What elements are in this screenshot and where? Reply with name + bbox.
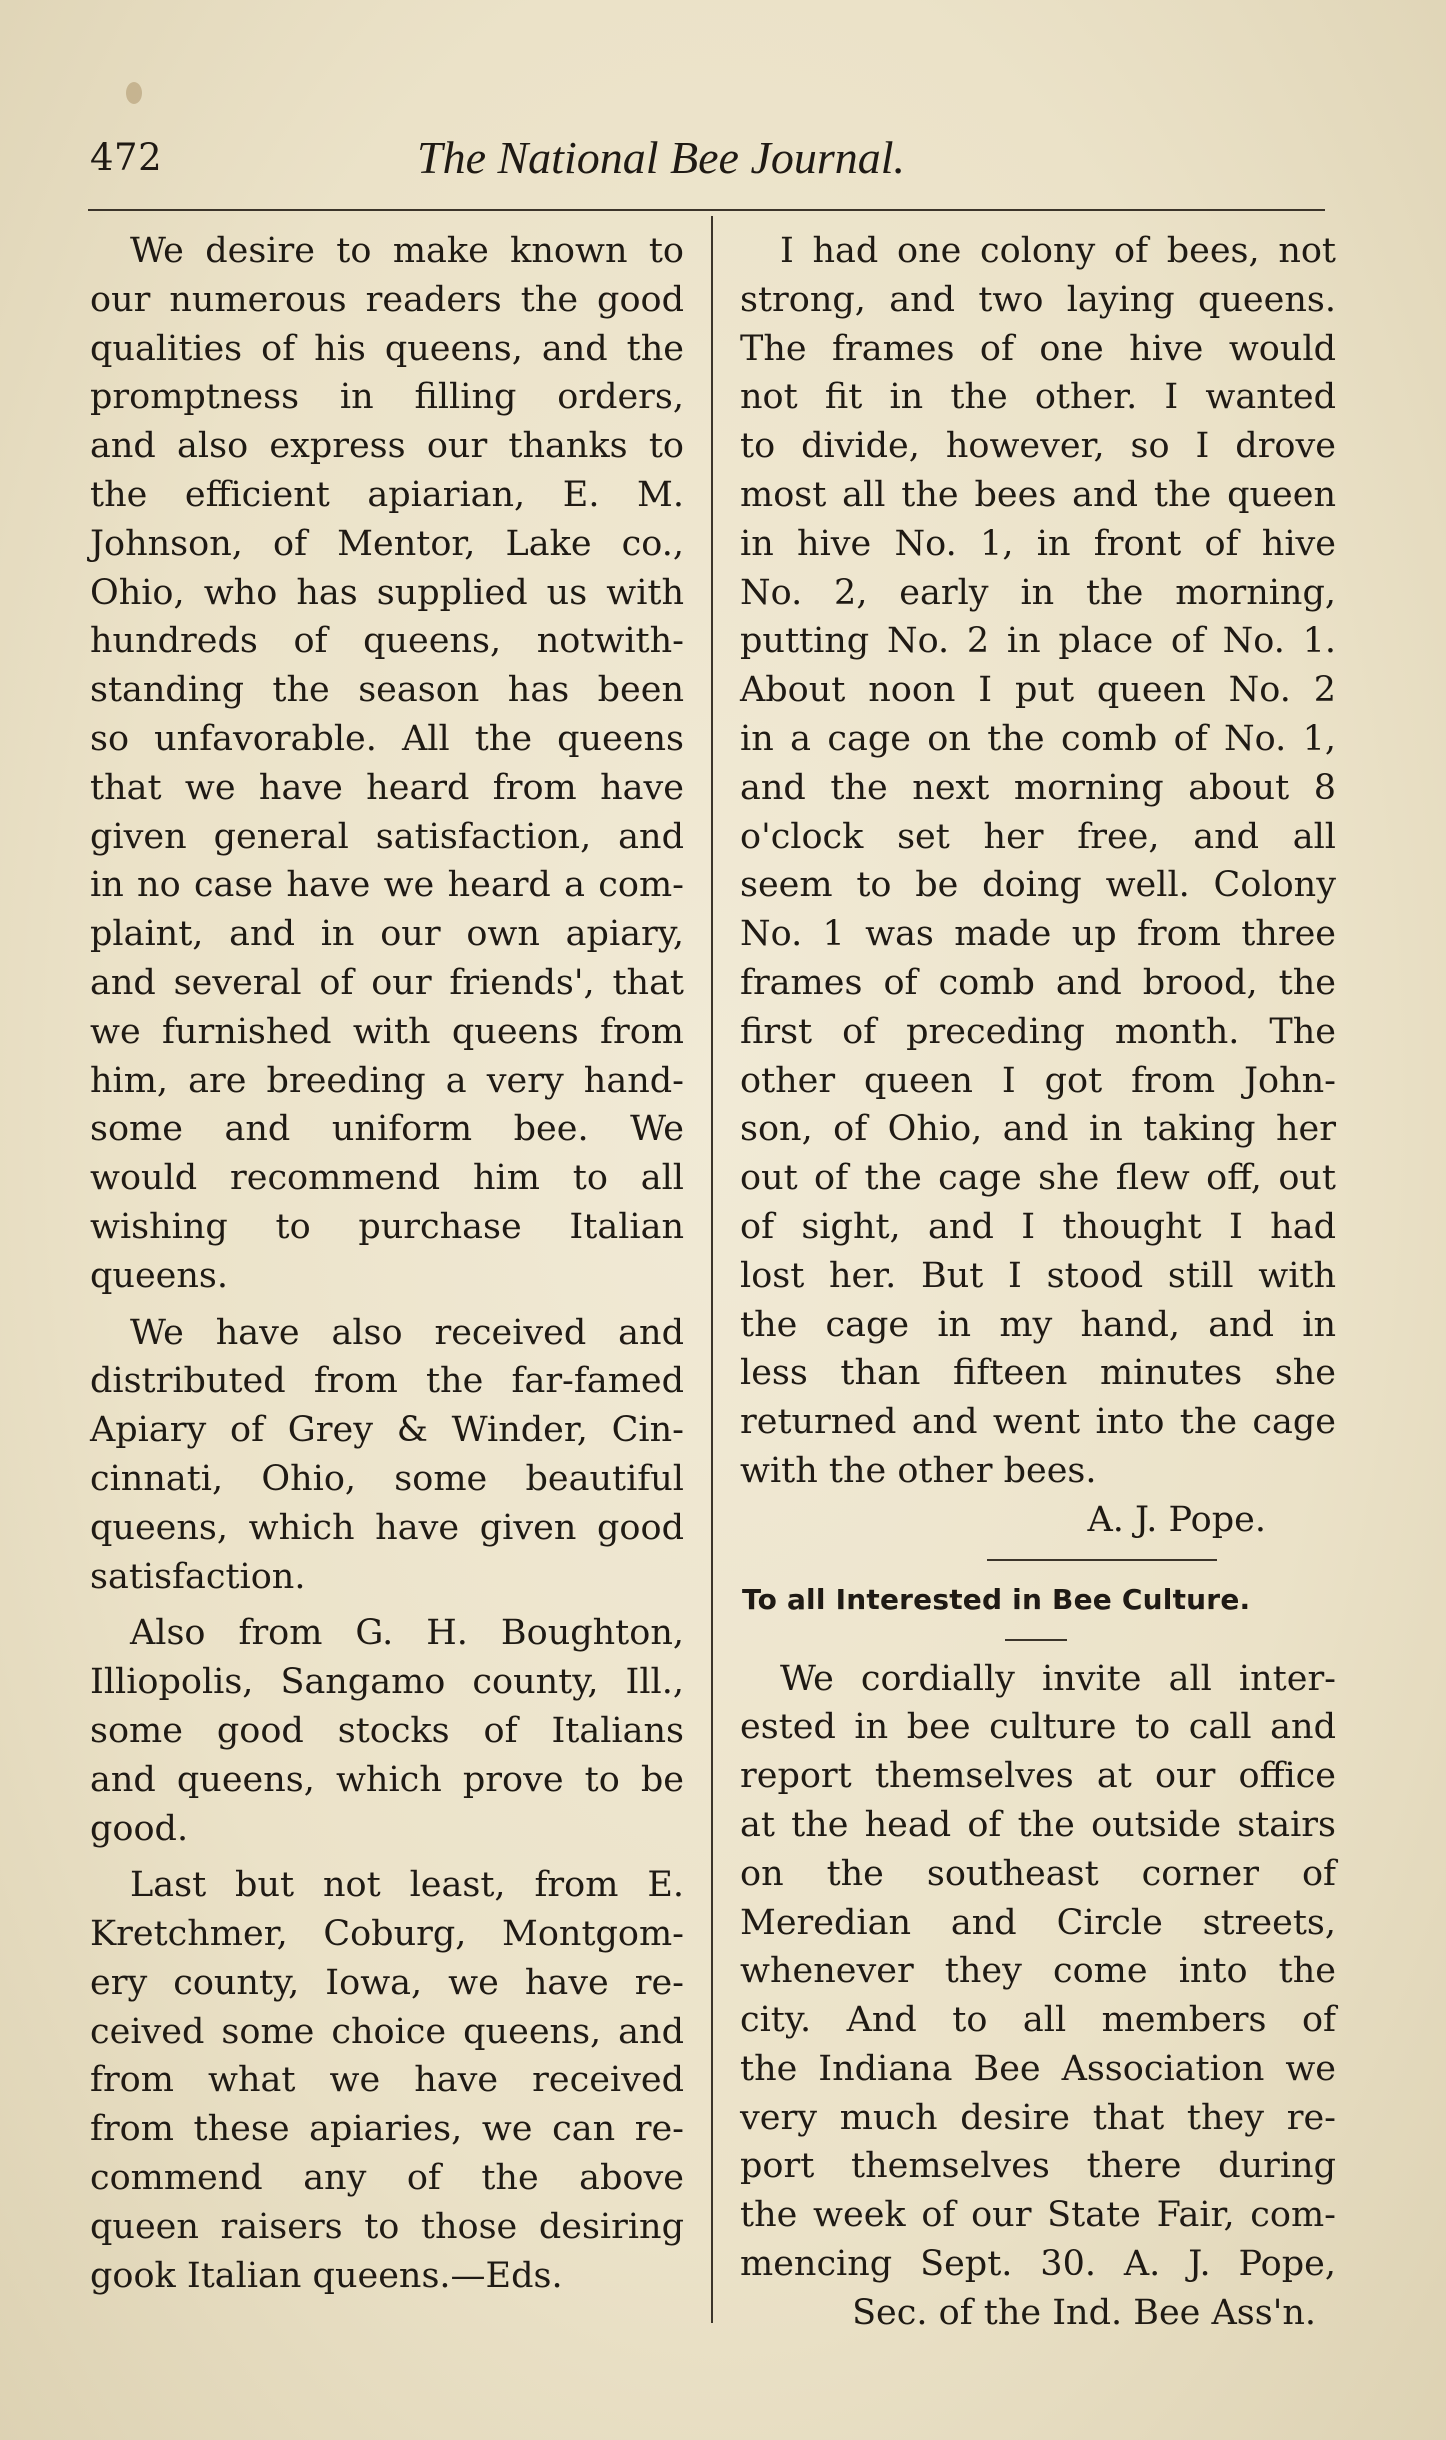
text-line: Also from G. H. Boughton, [130,1613,684,1654]
text-line: o'clock set her free, and all [740,816,1336,857]
text-line: No. 1 was made up from three [740,914,1336,955]
text-line: We cordially invite all inter- [780,1658,1336,1699]
text-line: our numerous readers the good [90,279,684,320]
text-line: in a cage on the comb of No. 1, [740,718,1336,759]
text-line: frames of comb and brood, the [740,962,1336,1003]
text-line: standing the season has been [90,670,684,711]
text-line: commend any of the above [90,2158,684,2199]
text-line: not fit in the other. I wanted [740,377,1336,418]
text-line: first of preceding month. The [740,1011,1336,1052]
text-line: and queens, which prove to be [90,1759,684,1800]
text-line: Illiopolis, Sangamo county, Ill., [90,1662,684,1703]
text-line: in hive No. 1, in front of hive [740,523,1336,564]
heading-underline [1005,1639,1067,1641]
text-line: I had one colony of bees, not [780,231,1336,271]
text-line: and also express our thanks to [90,426,684,467]
text-line: queen raisers to those desiring [90,2206,684,2247]
text-line: lost her. But I stood still with [740,1255,1336,1296]
text-line: We have also received and [130,1312,684,1353]
text-line: out of the cage she flew off, out [740,1158,1336,1199]
text-line: from these apiaries, we can re- [90,2109,684,2150]
text-line: most all the bees and the queen [740,474,1336,515]
paragraph-queens-thanks [90,227,684,1301]
text-line: would recommend him to all [90,1158,684,1199]
text-line: him, are breeding a very hand- [90,1060,684,1101]
text-line: the week of our State Fair, com- [740,2195,1336,2236]
text-line: the efficient apiarian, E. M. [90,474,684,515]
letter-signature: A. J. Pope. [1087,1499,1266,1540]
text-line: Meredian and Circle streets, [740,1902,1336,1943]
text-line: with the other bees. [740,1450,1097,1491]
text-line: other queen I got from John- [740,1060,1336,1101]
text-line: plaint, and in our own apiary, [90,914,684,955]
text-line: ceived some choice queens, and [90,2011,684,2052]
text-line: to divide, however, so I drove [740,426,1336,467]
text-line: seem to be doing well. Colony [740,865,1336,906]
text-line: Last but not least, from E. [130,1865,684,1906]
header-rule [88,209,1325,211]
text-line: some good stocks of Italians [90,1710,684,1751]
column-divider [711,216,713,2323]
text-line: in no case have we heard a com- [90,865,684,906]
text-line: The frames of one hive would [740,328,1336,369]
text-line: and the next morning about 8 [740,767,1336,808]
text-line: returned and went into the cage [740,1402,1336,1443]
text-line: we furnished with queens from [90,1011,684,1052]
section-heading: To all Interested in Bee Culture. [742,1582,1251,1616]
text-line: queens. [90,1255,229,1296]
notice-signature: Sec. of the Ind. Bee Ass'n. [852,2292,1316,2333]
page-header [80,128,1366,188]
text-line: less than fifteen minutes she [740,1353,1336,1394]
text-line: cinnati, Ohio, some beautiful [90,1458,684,1499]
text-line: distributed from the far-famed [90,1361,684,1402]
text-line: Ohio, who has supplied us with [90,572,684,613]
text-line: the Indiana Bee Association we [740,2048,1336,2089]
text-line: good. [90,1808,189,1849]
journal-title: The National Bee Journal. [417,132,906,183]
left-column [90,227,684,2300]
text-line: strong, and two laying queens. [740,279,1336,320]
text-line: ery county, Iowa, we have re- [90,1962,684,2003]
text-line: from what we have received [90,2060,684,2101]
text-line: given general satisfaction, and [90,816,684,857]
text-line: putting No. 2 in place of No. 1. [740,621,1336,662]
text-line: Johnson, of Mentor, Lake co., [90,523,684,564]
text-line: No. 2, early in the morning, [740,572,1336,613]
text-line: son, of Ohio, and in taking her [740,1109,1336,1150]
text-line: About noon I put queen No. 2 [740,670,1336,711]
paragraph-grey-winder [90,1309,684,1602]
text-line: qualities of his queens, and the [90,328,684,369]
text-line: satisfaction. [90,1556,306,1597]
letter-pope [740,227,1336,1496]
text-line: the cage in my hand, and in [740,1304,1336,1345]
text-line: We desire to make known to [130,231,684,271]
text-line: wishing to purchase Italian [90,1206,684,1247]
text-line: of sight, and I thought I had [740,1206,1336,1247]
text-line: and several of our friends', that [90,962,684,1003]
notice-invitation [740,1655,1336,2338]
text-line: ested in bee culture to call and [740,1707,1336,1748]
text-line: Kretchmer, Coburg, Montgom- [90,1914,684,1955]
paragraph-kretchmer [90,1861,684,2300]
paragraph-boughton [90,1609,684,1853]
text-line: some and uniform bee. We [90,1109,684,1150]
text-line: queens, which have given good [90,1507,684,1548]
right-column [740,227,1336,2338]
text-line: so unfavorable. All the queens [90,718,684,759]
text-line: whenever they come into the [740,1951,1336,1992]
text-line: on the southeast corner of [740,1853,1336,1894]
text-line: city. And to all members of [740,2000,1336,2041]
section-divider [987,1559,1217,1561]
text-line: hundreds of queens, notwith- [90,621,684,662]
text-line: port themselves there during [740,2146,1336,2187]
text-line: at the head of the outside stairs [740,1804,1336,1845]
text-line: gook Italian queens.—Eds. [90,2255,563,2296]
text-line: very much desire that they re- [740,2097,1336,2138]
text-line: report themselves at our office [740,1756,1336,1797]
text-line: Apiary of Grey & Winder, Cin- [90,1410,684,1451]
page-number: 472 [90,136,163,179]
text-line: promptness in filling orders, [90,377,684,418]
text-line: that we have heard from have [90,767,684,808]
text-line: mencing Sept. 30. A. J. Pope, [740,2244,1336,2285]
paper-stain [126,82,142,104]
